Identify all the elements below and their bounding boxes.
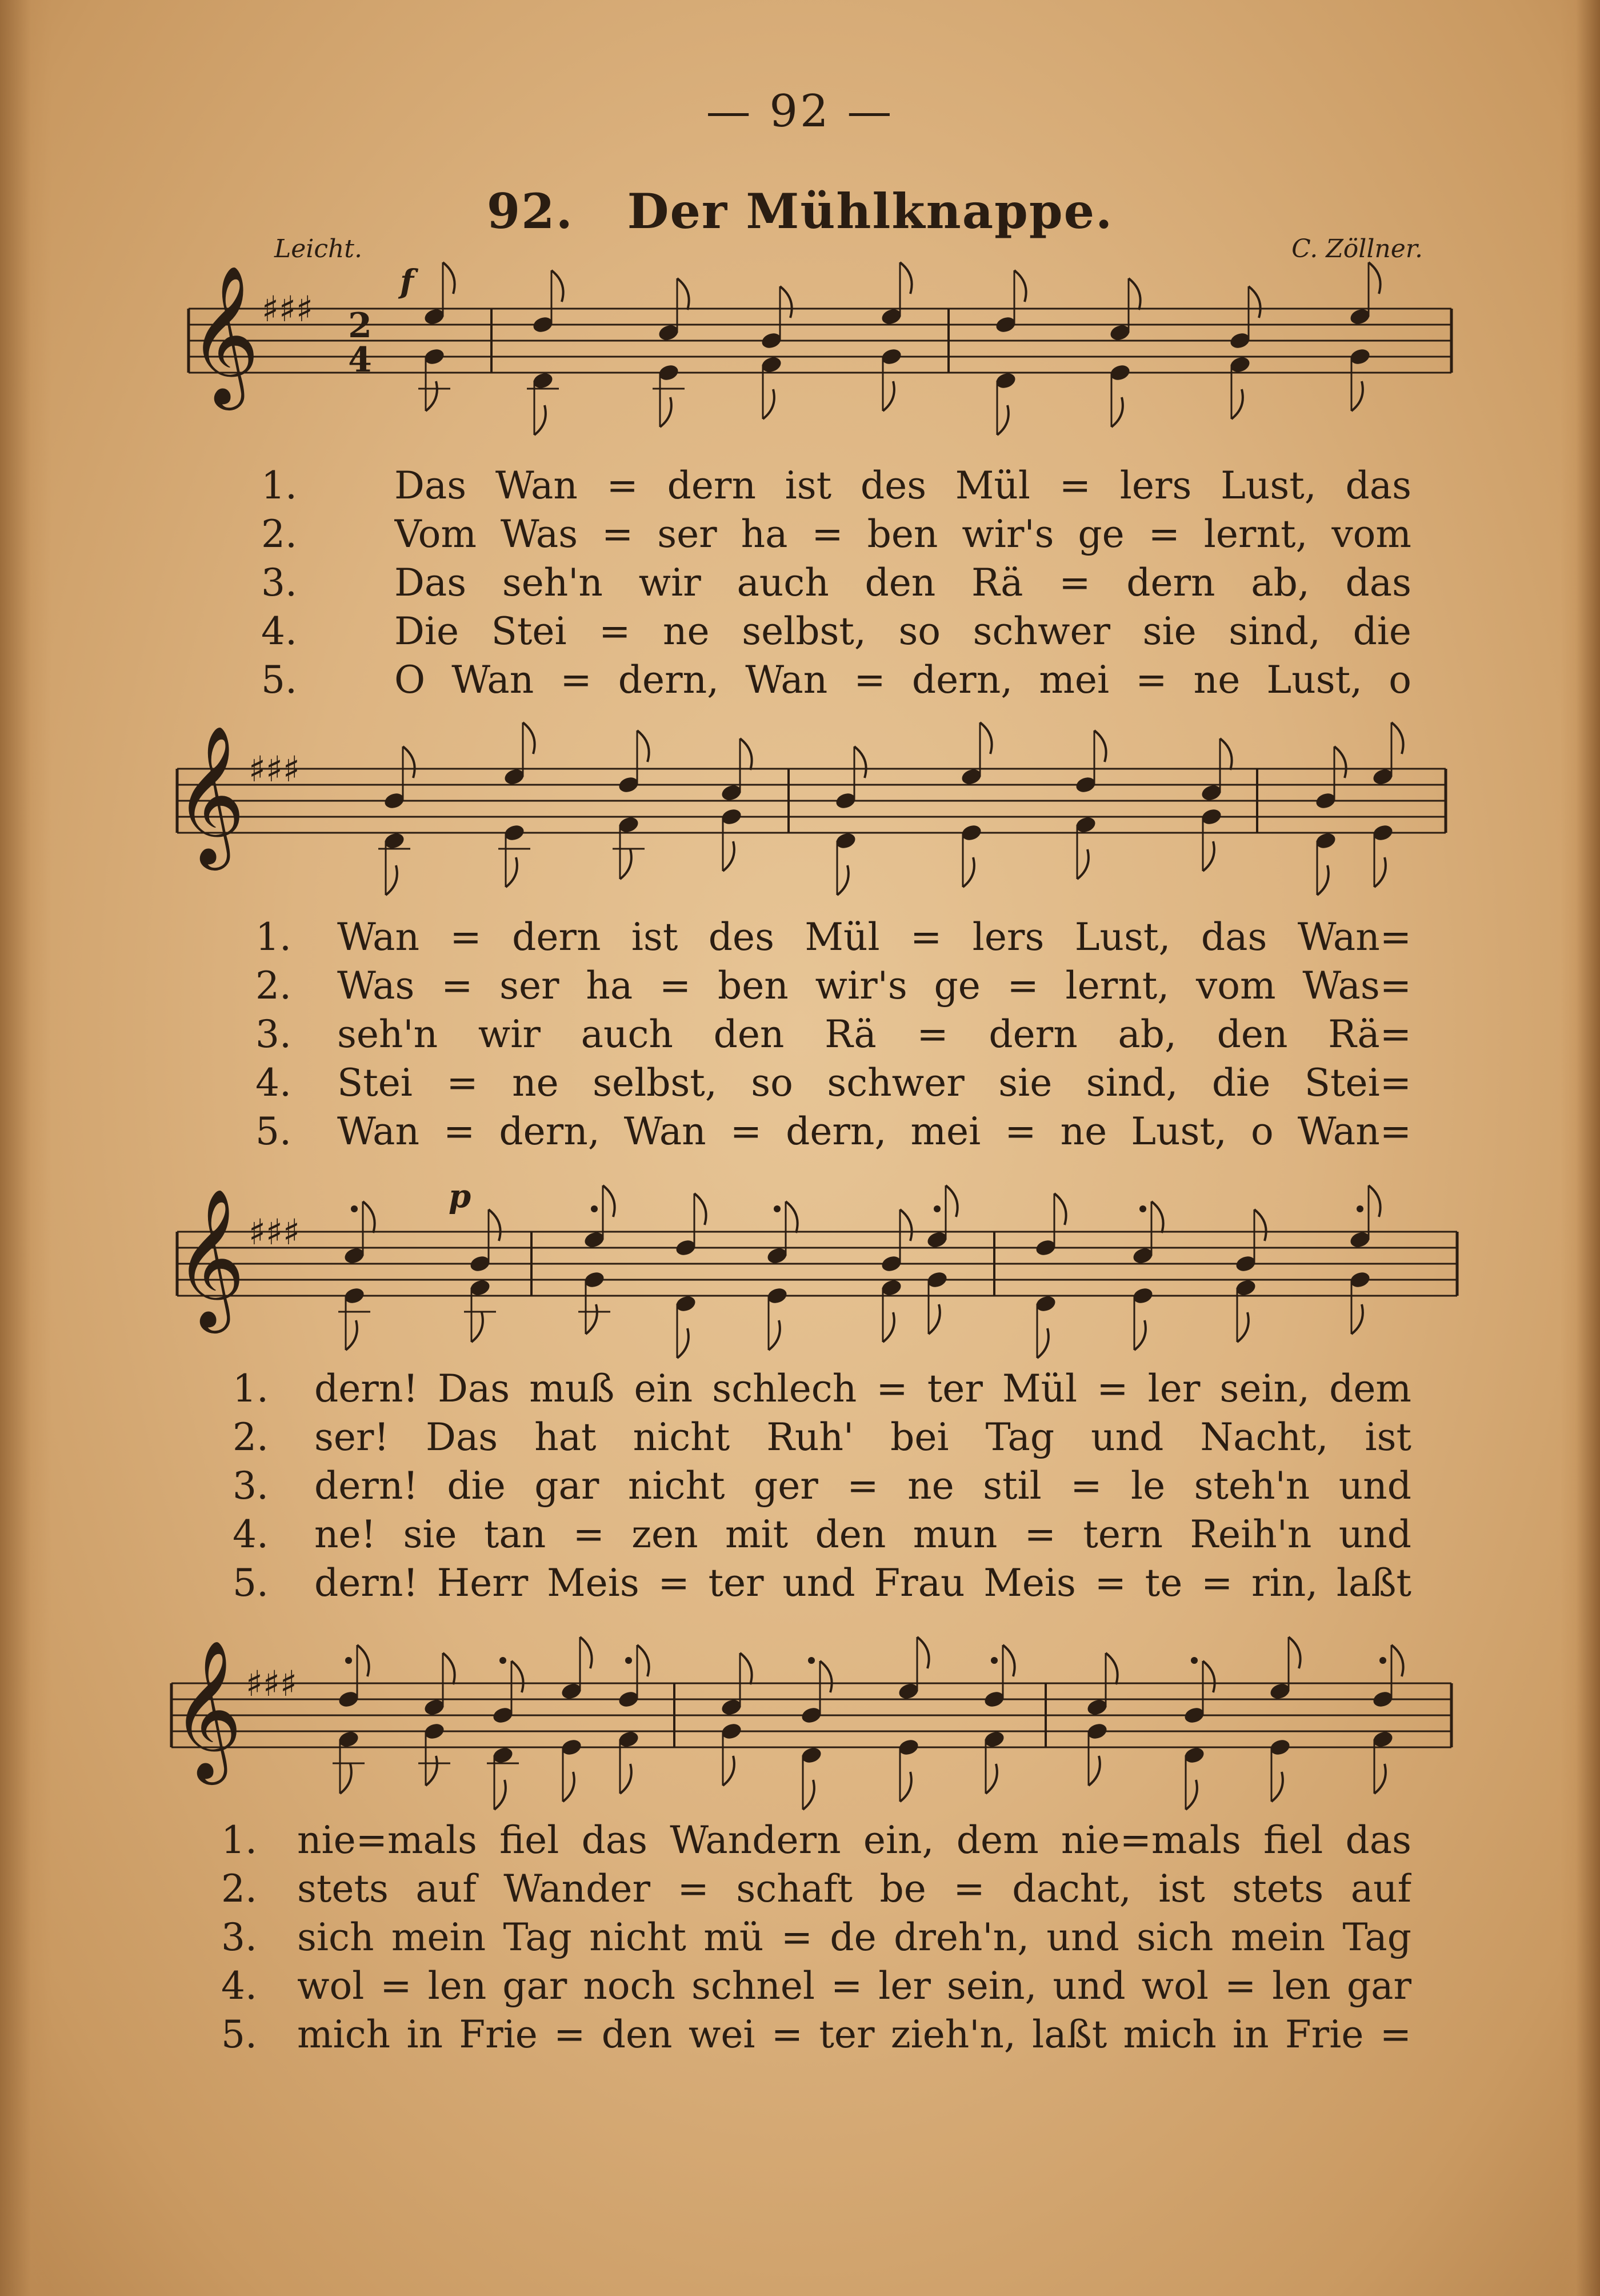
lyric-line bbox=[0, 657, 1600, 703]
note-flag bbox=[1094, 730, 1106, 762]
dynamic-marking-forte: f bbox=[400, 263, 414, 301]
composer-name: C. Zöllner. bbox=[1291, 234, 1423, 263]
lyric-line bbox=[0, 609, 1600, 654]
note-flag bbox=[534, 405, 546, 435]
staccato-dot bbox=[625, 1657, 632, 1664]
note-flag bbox=[1231, 389, 1243, 419]
lyric-line bbox=[0, 2012, 1600, 2058]
note-flag bbox=[677, 1328, 689, 1358]
verse-text: dern! die gar nicht ger = ne stil = le steh'n und bbox=[314, 1464, 1411, 1508]
note-flag bbox=[820, 1661, 832, 1692]
note-flag bbox=[506, 857, 517, 887]
song-title-text: Der Mühlknappe. bbox=[627, 183, 1114, 239]
lyric-line bbox=[0, 560, 1600, 606]
verse-text: Was = ser ha = ben wir's ge = lernt, vom Was= bbox=[337, 964, 1411, 1008]
note-flag bbox=[443, 262, 455, 294]
note-flag bbox=[1054, 1193, 1066, 1225]
key-signature-sharps-icon: ♯♯♯ bbox=[249, 748, 301, 790]
note-flag bbox=[357, 1645, 369, 1676]
note-flag bbox=[1220, 738, 1232, 770]
verse-text: stets auf Wander = schaft be = dacht, ist stets auf bbox=[297, 1867, 1411, 1911]
note-flag bbox=[340, 1764, 351, 1794]
key-signature-sharps-icon: ♯♯♯ bbox=[262, 288, 314, 330]
note-flag bbox=[946, 1185, 958, 1217]
verse-text: Das seh'n wir auch den Rä = dern ab, das bbox=[394, 561, 1411, 605]
note-flag bbox=[1014, 270, 1026, 302]
verse-text: dern! Herr Meis = ter und Frau Meis = te = rin, laßt bbox=[314, 1561, 1411, 1605]
treble-clef-icon: 𝄞 bbox=[174, 1187, 246, 1327]
note-flag bbox=[660, 397, 671, 427]
staccato-dot bbox=[774, 1205, 781, 1212]
note-flag bbox=[786, 1201, 798, 1233]
note-flag bbox=[980, 722, 992, 754]
staccato-dot bbox=[934, 1205, 941, 1212]
note-flag bbox=[900, 1772, 911, 1802]
note-flag bbox=[677, 278, 689, 310]
treble-clef-icon: 𝄞 bbox=[174, 724, 246, 864]
lyric-line bbox=[0, 1915, 1600, 1960]
verse-number: 2. bbox=[233, 1415, 269, 1459]
staccato-dot bbox=[499, 1657, 506, 1664]
note-flag bbox=[1391, 1645, 1403, 1676]
time-signature-bottom: 4 bbox=[348, 340, 372, 380]
note-flag bbox=[1289, 1637, 1301, 1668]
verse-number: 1. bbox=[255, 915, 291, 959]
note-flag bbox=[1129, 278, 1141, 310]
note-flag bbox=[1186, 1780, 1197, 1810]
verse-text: dern! Das muß ein schlech = ter Mül = ler sein, dem bbox=[314, 1367, 1411, 1411]
lyric-line bbox=[0, 963, 1600, 1009]
note-flag bbox=[1374, 857, 1386, 887]
note-flag bbox=[803, 1780, 814, 1810]
lyric-line bbox=[0, 915, 1600, 960]
lyric-line bbox=[0, 1866, 1600, 1912]
note-flag bbox=[900, 262, 912, 294]
verse-number: 5. bbox=[255, 1109, 291, 1153]
note-flag bbox=[1271, 1772, 1283, 1802]
verse-text: wol = len gar noch schnel = ler sein, und wol = len gar bbox=[297, 1964, 1411, 2008]
note-flag bbox=[523, 722, 535, 754]
note-flag bbox=[929, 1304, 940, 1334]
verse-number: 5. bbox=[221, 2013, 257, 2057]
note-flag bbox=[740, 1653, 752, 1684]
verse-number: 3. bbox=[233, 1464, 269, 1508]
note-flag bbox=[1237, 1312, 1249, 1342]
note-flag bbox=[386, 865, 397, 895]
note-flag bbox=[426, 381, 437, 411]
note-flag bbox=[769, 1320, 780, 1350]
note-flag bbox=[551, 270, 563, 302]
verse-text: nie=mals fiel das Wandern ein, dem nie=mals fiel das bbox=[297, 1818, 1411, 1862]
time-signature bbox=[343, 306, 377, 380]
verse-number: 5. bbox=[233, 1561, 269, 1605]
verse-text: Wan = dern, Wan = dern, mei = ne Lust, o Wan= bbox=[337, 1109, 1411, 1153]
page-number: — 92 — bbox=[706, 86, 894, 137]
note-flag bbox=[1374, 1764, 1386, 1794]
lyric-line bbox=[0, 1415, 1600, 1460]
note-flag bbox=[854, 746, 866, 778]
note-flag bbox=[603, 1185, 615, 1217]
treble-clef-icon: 𝄞 bbox=[189, 264, 260, 404]
note-flag bbox=[563, 1772, 574, 1802]
key-signature-sharps-icon: ♯♯♯ bbox=[246, 1663, 298, 1704]
song-number: 92. bbox=[486, 183, 574, 239]
note-flag bbox=[997, 405, 1009, 435]
note-flag bbox=[883, 381, 894, 411]
staccato-dot bbox=[345, 1657, 352, 1664]
verse-text: seh'n wir auch den Rä = dern ab, den Rä= bbox=[337, 1012, 1411, 1056]
key-signature-sharps-icon: ♯♯♯ bbox=[249, 1211, 301, 1253]
staccato-dot bbox=[991, 1657, 998, 1664]
verse-number: 4. bbox=[261, 609, 297, 653]
note-flag bbox=[620, 1764, 631, 1794]
verse-text: mich in Frie = den wei = ter zieh'n, laßt mich in Frie = bbox=[297, 2013, 1411, 2057]
note-flag bbox=[426, 1756, 437, 1786]
note-flag bbox=[1369, 1185, 1381, 1217]
verse-number: 1. bbox=[233, 1367, 269, 1411]
treble-clef-icon: 𝄞 bbox=[171, 1639, 243, 1779]
lyric-line bbox=[0, 1512, 1600, 1558]
verse-text: ser! Das hat nicht Ruh' bei Tag und Nacht, ist bbox=[314, 1415, 1411, 1459]
note-flag bbox=[694, 1193, 706, 1225]
note-flag bbox=[1391, 722, 1403, 754]
verse-number: 4. bbox=[221, 1964, 257, 2008]
note-flag bbox=[620, 849, 631, 879]
note-flag bbox=[1106, 1653, 1118, 1684]
verse-number: 2. bbox=[261, 512, 297, 556]
staccato-dot bbox=[1191, 1657, 1198, 1664]
note-flag bbox=[511, 1661, 523, 1692]
note-flag bbox=[1203, 841, 1214, 871]
note-flag bbox=[1003, 1645, 1015, 1676]
verse-text: O Wan = dern, Wan = dern, mei = ne Lust, o bbox=[394, 658, 1411, 702]
time-signature-top: 2 bbox=[348, 306, 372, 346]
verse-number: 3. bbox=[261, 561, 297, 605]
verse-number: 3. bbox=[255, 1012, 291, 1056]
note-flag bbox=[580, 1637, 592, 1668]
staccato-dot bbox=[591, 1205, 598, 1212]
note-flag bbox=[1334, 746, 1346, 778]
verse-number: 3. bbox=[221, 1915, 257, 1959]
verse-text: ne! sie tan = zen mit den mun = tern Reih'n und bbox=[314, 1512, 1411, 1556]
dynamic-marking-piano: p bbox=[449, 1177, 471, 1215]
lyric-line bbox=[0, 1560, 1600, 1606]
verse-number: 2. bbox=[255, 964, 291, 1008]
note-flag bbox=[363, 1201, 375, 1233]
note-flag bbox=[900, 1209, 912, 1241]
verse-text: Stei = ne selbst, so schwer sie sind, die Stei= bbox=[337, 1061, 1411, 1105]
note-flag bbox=[837, 865, 849, 895]
note-flag bbox=[1089, 1756, 1100, 1786]
verse-text: Wan = dern ist des Mül = lers Lust, das Wan= bbox=[337, 915, 1411, 959]
note-flag bbox=[1203, 1661, 1215, 1692]
note-flag bbox=[1369, 262, 1381, 294]
note-flag bbox=[1351, 381, 1363, 411]
note-flag bbox=[917, 1637, 929, 1668]
note-flag bbox=[471, 1312, 483, 1342]
staccato-dot bbox=[1139, 1205, 1146, 1212]
lyric-line bbox=[0, 1012, 1600, 1057]
verse-number: 1. bbox=[261, 464, 297, 508]
note-flag bbox=[637, 730, 649, 762]
verse-number: 4. bbox=[255, 1061, 291, 1105]
note-flag bbox=[1134, 1320, 1146, 1350]
verse-number: 5. bbox=[261, 658, 297, 702]
note-flag bbox=[723, 1756, 734, 1786]
note-flag bbox=[723, 841, 734, 871]
staccato-dot bbox=[1357, 1205, 1363, 1212]
lyric-line bbox=[0, 1366, 1600, 1412]
verse-text: Das Wan = dern ist des Mül = lers Lust, das bbox=[394, 464, 1411, 508]
note-flag bbox=[403, 746, 415, 778]
note-flag bbox=[1317, 865, 1329, 895]
note-flag bbox=[1254, 1209, 1266, 1241]
note-flag bbox=[494, 1780, 506, 1810]
note-flag bbox=[740, 738, 752, 770]
note-flag bbox=[883, 1312, 894, 1342]
note-flag bbox=[443, 1653, 455, 1684]
note-flag bbox=[586, 1304, 597, 1334]
verse-text: sich mein Tag nicht mü = de dreh'n, und sich mein Tag bbox=[297, 1915, 1411, 1959]
lyric-line bbox=[0, 512, 1600, 557]
note-flag bbox=[763, 389, 774, 419]
note-flag bbox=[1351, 1304, 1363, 1334]
lyric-line bbox=[0, 463, 1600, 509]
note-flag bbox=[346, 1320, 357, 1350]
lyric-line bbox=[0, 1109, 1600, 1155]
lyric-line bbox=[0, 1963, 1600, 2009]
staccato-dot bbox=[1379, 1657, 1386, 1664]
staccato-dot bbox=[351, 1205, 358, 1212]
note-flag bbox=[489, 1209, 501, 1241]
note-flag bbox=[986, 1764, 997, 1794]
tempo-marking: Leicht. bbox=[274, 234, 362, 263]
verse-text: Vom Was = ser ha = ben wir's ge = lernt, vom bbox=[394, 512, 1411, 556]
lyric-line bbox=[0, 1060, 1600, 1106]
note-flag bbox=[637, 1645, 649, 1676]
verse-number: 2. bbox=[221, 1867, 257, 1911]
lyric-line bbox=[0, 1818, 1600, 1863]
note-flag bbox=[1111, 397, 1123, 427]
lyric-line bbox=[0, 1463, 1600, 1509]
note-flag bbox=[1151, 1201, 1163, 1233]
note-flag bbox=[963, 857, 974, 887]
staccato-dot bbox=[808, 1657, 815, 1664]
note-flag bbox=[1037, 1328, 1049, 1358]
note-flag bbox=[1249, 286, 1261, 318]
verse-number: 4. bbox=[233, 1512, 269, 1556]
note-flag bbox=[1077, 849, 1089, 879]
verse-number: 1. bbox=[221, 1818, 257, 1862]
verse-text: Die Stei = ne selbst, so schwer sie sind, die bbox=[394, 609, 1411, 653]
note-flag bbox=[780, 286, 792, 318]
